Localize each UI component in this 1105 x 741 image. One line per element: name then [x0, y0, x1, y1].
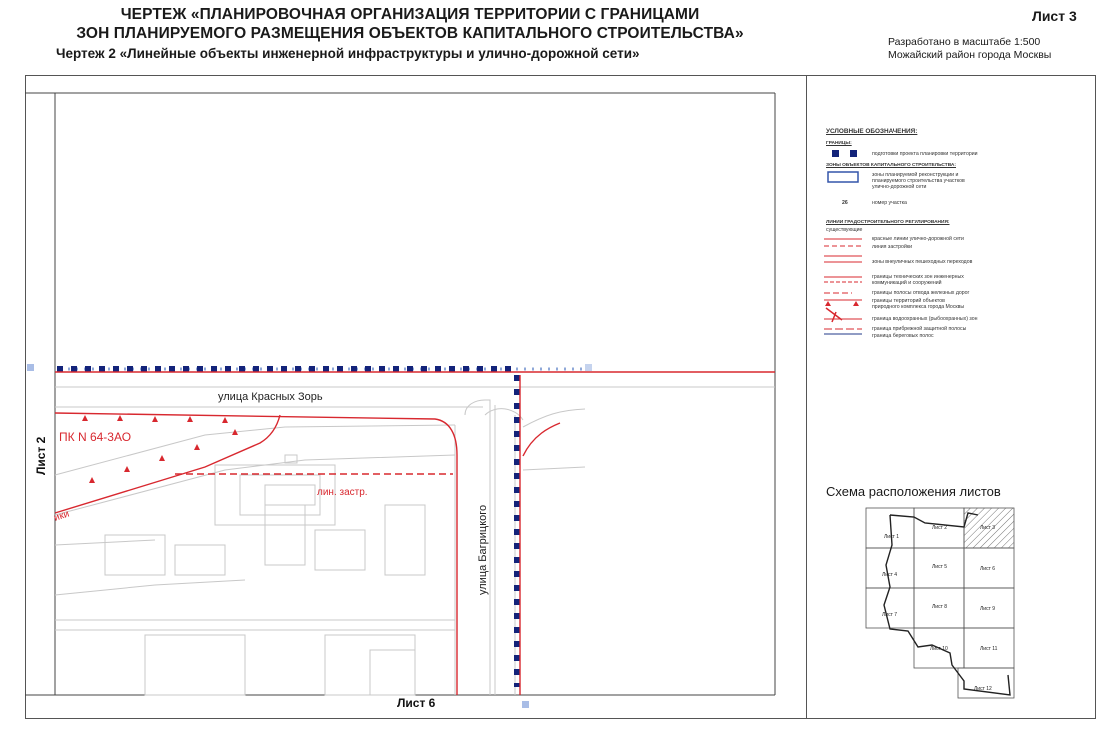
legend-item-nature-1: границы территорий объектов [872, 298, 945, 304]
subtitle: Чертеж 2 «Линейные объекты инженерной инфраструктуры и улично-дорожной сети» [56, 46, 640, 61]
scheme-sheet-3: Лист 3 [980, 525, 996, 531]
title-line-2: ЗОН ПЛАНИРУЕМОГО РАЗМЕЩЕНИЯ ОБЪЕКТОВ КАПИТАЛЬНОГО СТРОИТЕЛЬСТВА» [76, 25, 744, 42]
scheme-sheet-8: Лист 8 [932, 604, 948, 610]
building-line-label: лин. застр. [317, 487, 368, 498]
map-area [25, 75, 806, 719]
legend-boundaries-header: ГРАНИЦЫ: [826, 141, 852, 146]
scheme-title: Схема расположения листов [826, 484, 1001, 499]
scheme-sheet-9: Лист 9 [980, 606, 996, 612]
scheme-sheet-12: Лист 12 [974, 686, 992, 692]
scheme-sheet-5: Лист 5 [932, 564, 948, 570]
title-line-1: ЧЕРТЕЖ «ПЛАНИРОВОЧНАЯ ОРГАНИЗАЦИЯ ТЕРРИТОРИИ С ГРАНИЦАМИ [120, 6, 700, 23]
legend-plot-number-value: 26 [842, 200, 848, 206]
legend-item-pedestrian: зоны внеуличных пешеходных переходов [872, 259, 973, 265]
district-note: Можайский район города Москвы [888, 49, 1052, 61]
legend-item-coastal-strip: граница прибрежной защитной полосы [872, 326, 967, 332]
right-panel-divider [806, 75, 807, 719]
sheet-number: Лист 3 [1032, 8, 1077, 24]
map-drawing [25, 75, 806, 719]
legend-existing: существующие [826, 227, 863, 233]
legend-zone-desc-3: улично-дорожной сети [872, 184, 927, 190]
sheet-scheme [860, 505, 1020, 700]
legend-zone-desc-2: планируемого строительства участков [872, 178, 965, 184]
legend-title: УСЛОВНЫЕ ОБОЗНАЧЕНИЯ: [826, 128, 918, 135]
legend-boundary-project: подготовки проекта планировки территории [872, 151, 978, 157]
scheme-sheet-10: Лист 10 [930, 646, 948, 652]
legend-item-nature-2: природного комплекса города Москвы [872, 304, 965, 310]
legend-item-water-zone: граница водоохранных (рыбоохранных) зон [872, 316, 978, 322]
legend-zones-header: ЗОНЫ ОБЪЕКТОВ КАПИТАЛЬНОГО СТРОИТЕЛЬСТВА: [826, 163, 956, 168]
street-label-horizontal: улица Красных Зорь [218, 391, 323, 403]
legend-item-railway: границы полосы отвода железных дорог [872, 290, 970, 296]
scheme-sheet-2: Лист 2 [932, 525, 948, 531]
scheme-sheet-1: Лист 1 [884, 534, 900, 540]
scheme-sheet-6: Лист 6 [980, 566, 996, 572]
bottom-sheet-label: Лист 6 [397, 696, 436, 710]
legend-item-tech-zones-1: границы технических зон инженерных [872, 274, 964, 280]
left-sheet-label: Лист 2 [34, 436, 48, 475]
street-label-vertical: улица Багрицкого [477, 504, 489, 595]
legend [822, 128, 1092, 348]
pk-label: ПК N 64-3АО [59, 430, 132, 444]
scale-note: Разработано в масштабе 1:500 [888, 36, 1041, 48]
legend-item-shore: граница береговых полос [872, 333, 934, 339]
legend-zone-desc-1: зоны планируемой реконструкции и [872, 172, 959, 178]
legend-item-building-line: линия застройки [872, 244, 913, 250]
legend-plot-number-desc: номер участка [872, 200, 907, 206]
legend-item-red-lines: красные линии улично-дорожной сети [872, 236, 964, 242]
legend-item-tech-zones-2: коммуникаций и сооружений [872, 280, 942, 286]
scheme-sheet-7: Лист 7 [882, 612, 898, 618]
legend-lines-header: ЛИНИИ ГРАДОСТРОИТЕЛЬНОГО РЕГУЛИРОВАНИЯ: [826, 220, 950, 225]
scheme-sheet-4: Лист 4 [882, 572, 898, 578]
partial-label: ики [52, 508, 71, 524]
scheme-sheet-11: Лист 11 [980, 646, 998, 652]
